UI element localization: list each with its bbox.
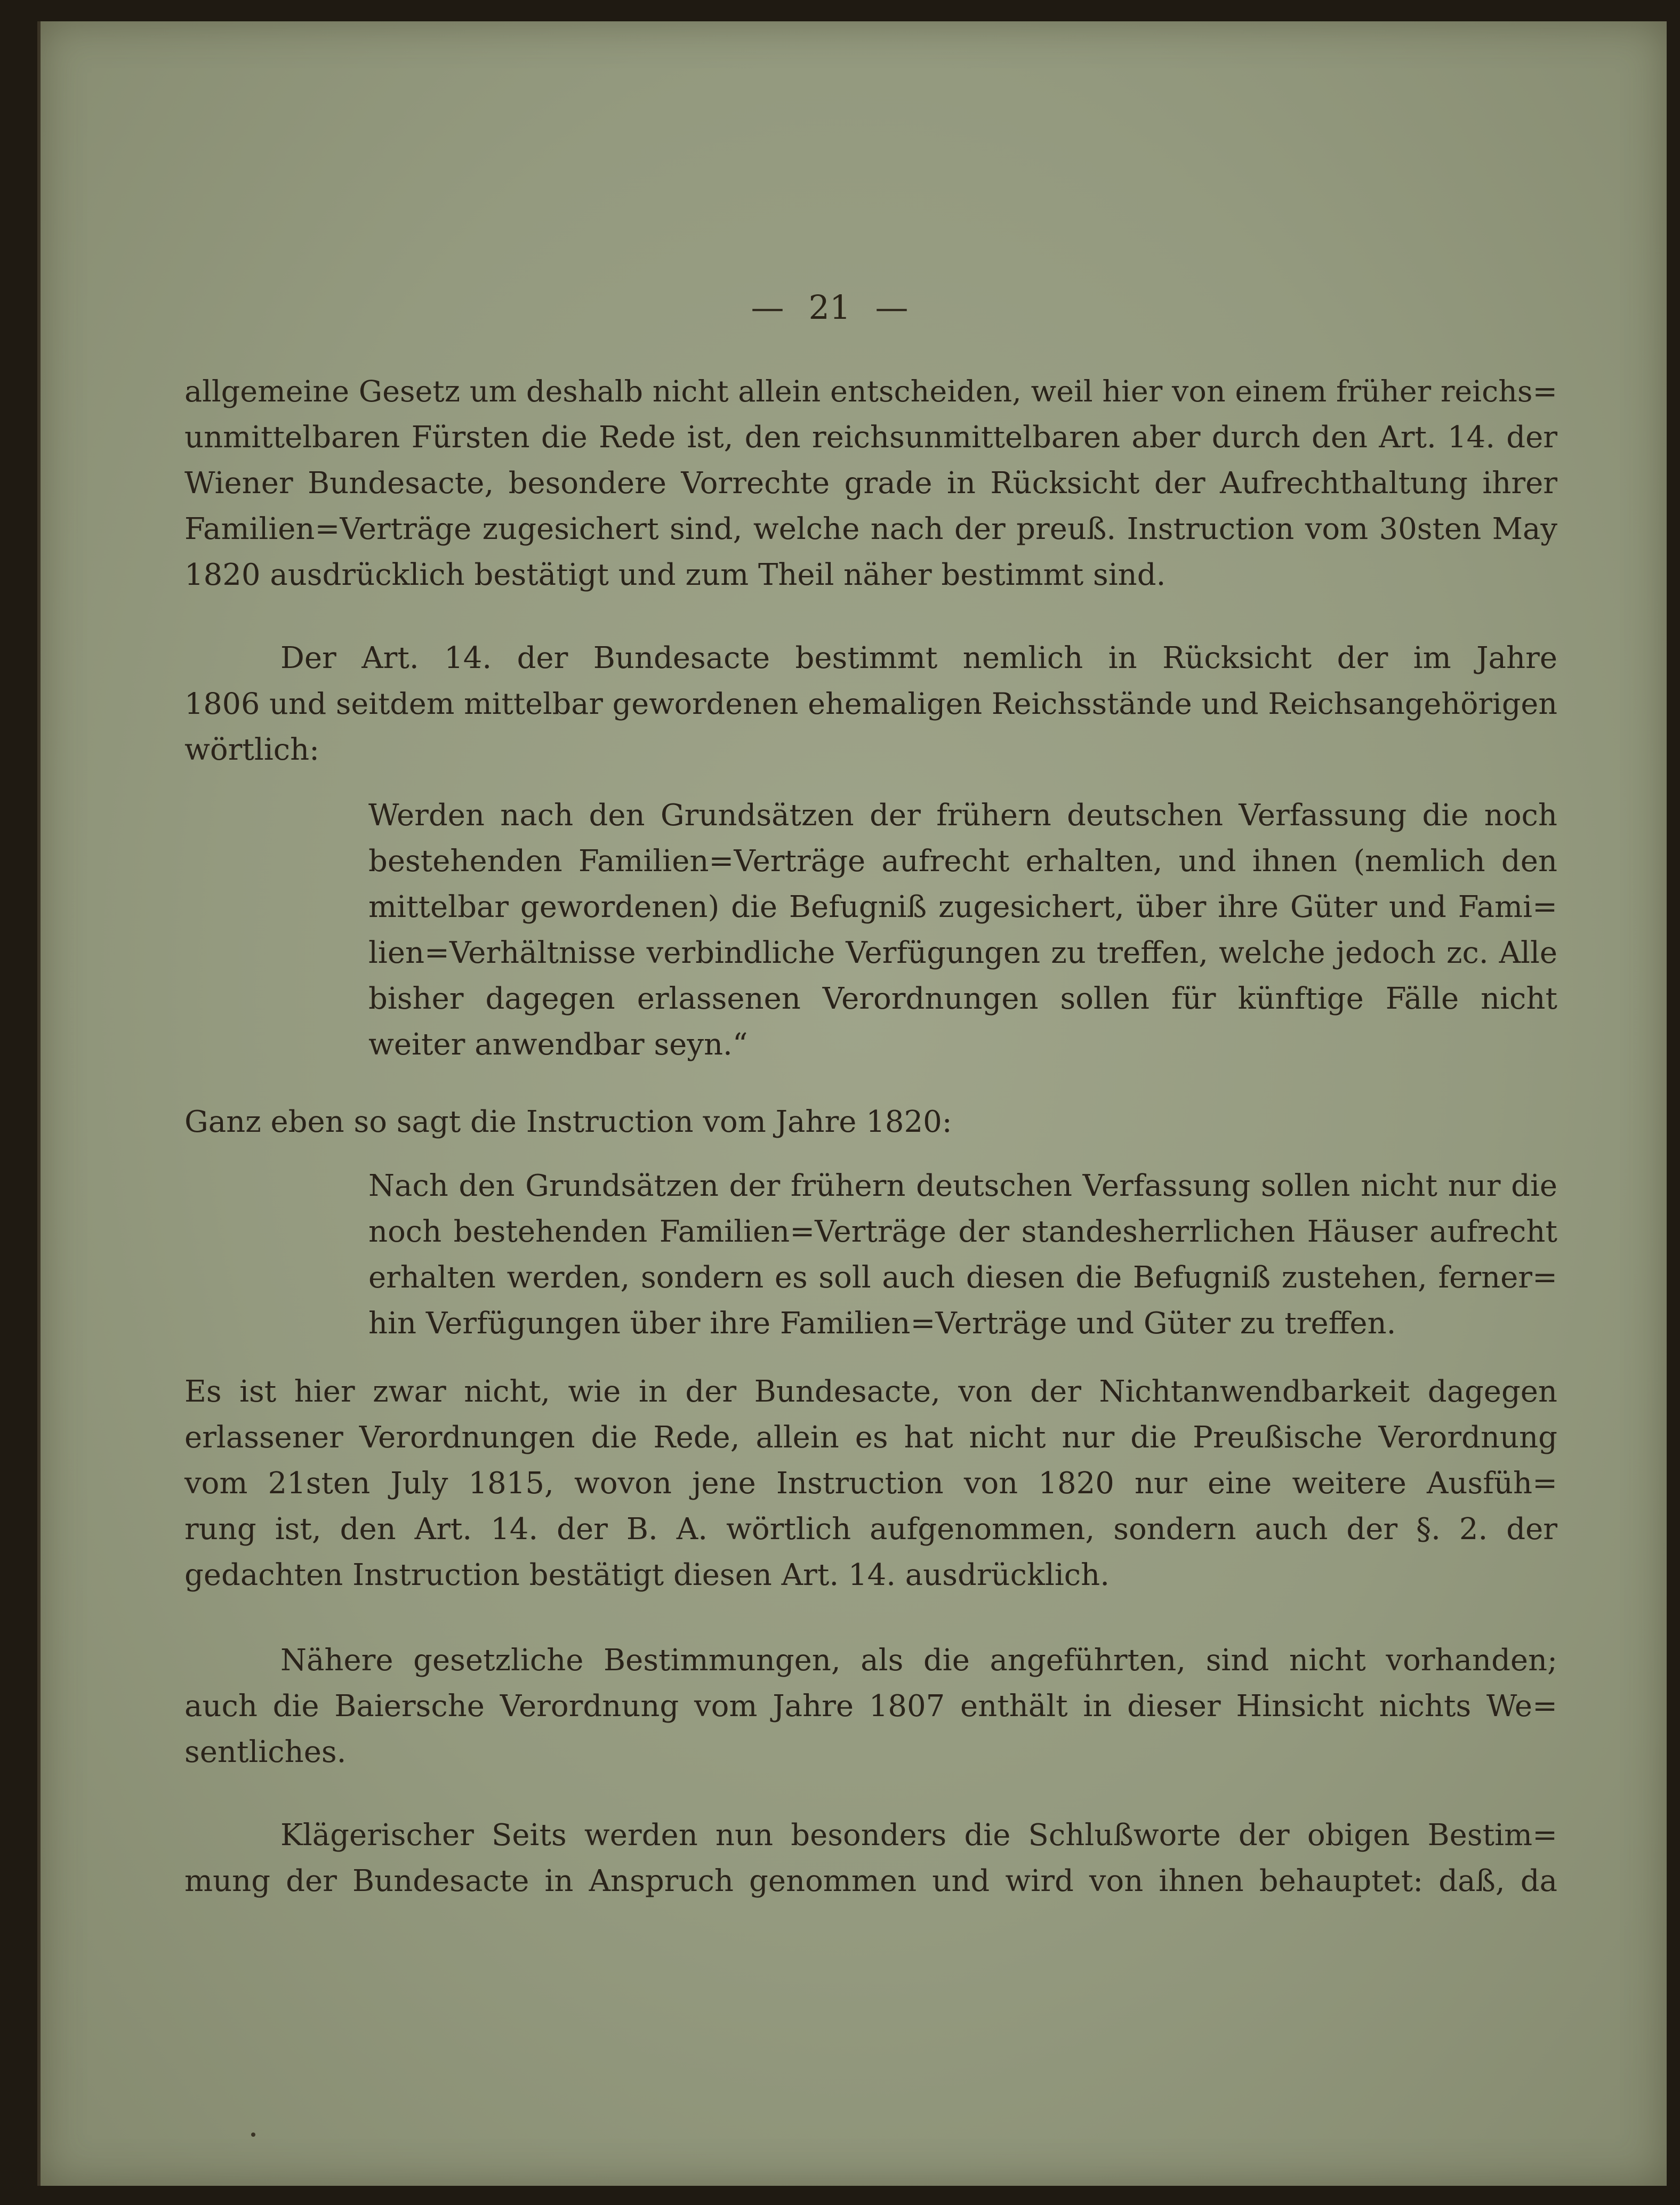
text-line: noch bestehenden Familien=Verträge der standesherrlichen Häuser aufrecht — [368, 1214, 1557, 1249]
quote-bundesacte — [368, 793, 1557, 1068]
paragraph-3 — [184, 1099, 1557, 1145]
paragraph-1 — [184, 369, 1557, 598]
text-line: unmittelbaren Fürsten die Rede ist, den reichsunmittelbaren aber durch den Art. 14. der — [184, 420, 1557, 455]
text-line: mung der Bundesacte in Anspruch genommen und wird von ihnen behauptet: daß, da — [184, 1864, 1557, 1898]
text-line: Ganz eben so sagt die Instruction vom Jahre 1820: — [184, 1105, 952, 1139]
quote-instruction — [368, 1163, 1557, 1347]
text-line: vom 21sten July 1815, wovon jene Instruction von 1820 nur eine weitere Ausfüh= — [184, 1466, 1557, 1501]
text-line: bestehenden Familien=Verträge aufrecht erhalten, und ihnen (nemlich den — [368, 844, 1557, 879]
paragraph-4 — [184, 1369, 1557, 1598]
text-line: auch die Baiersche Verordnung vom Jahre 1807 enthält in dieser Hinsicht nichts We= — [184, 1689, 1557, 1724]
text-line: bisher dagegen erlassenen Verordnungen sollen für künftige Fälle nicht — [368, 981, 1557, 1016]
page-number-dash-left: — — [751, 288, 784, 327]
text-line: Klägerischer Seits werden nun besonders die Schlußworte der obigen Bestim= — [280, 1818, 1557, 1853]
text-line: 1820 ausdrücklich bestätigt und zum Theil näher bestimmt sind. — [184, 558, 1166, 592]
text-line: rung ist, den Art. 14. der B. A. wörtlich aufgenommen, sondern auch der §. 2. der — [184, 1512, 1557, 1547]
text-line: Nähere gesetzliche Bestimmungen, als die angeführten, sind nicht vorhanden; — [280, 1643, 1557, 1678]
text-line: 1806 und seitdem mittelbar gewordenen ehemaligen Reichsstände und Reichsangehörigen — [184, 687, 1557, 721]
text-line: allgemeine Gesetz um deshalb nicht allein entscheiden, weil hier von einem früher reichs= — [184, 374, 1557, 409]
page-number-dash-right: — — [875, 288, 909, 327]
text-line: mittelbar gewordenen) die Befugniß zugesichert, über ihre Güter und Fami= — [368, 890, 1557, 924]
text-line: erhalten werden, sondern es soll auch diesen die Befugniß zustehen, ferner= — [368, 1260, 1557, 1295]
paragraph-6 — [184, 1813, 1557, 1904]
text-line: Es ist hier zwar nicht, wie in der Bundesacte, von der Nichtanwendbarkeit dagegen — [184, 1374, 1557, 1409]
text-line: sentliches. — [184, 1735, 347, 1769]
text-line: erlassener Verordnungen die Rede, allein es hat nicht nur die Preußische Verordnung — [184, 1420, 1557, 1455]
text-line: Werden nach den Grundsätzen der frühern deutschen Verfassung die noch — [368, 798, 1557, 833]
text-line: Wiener Bundesacte, besondere Vorrechte grade in Rücksicht der Aufrechthaltung ihrer — [184, 466, 1557, 501]
page-number — [723, 288, 936, 327]
text-line: wörtlich: — [184, 733, 320, 767]
text-line: weiter anwendbar seyn.“ — [368, 1027, 748, 1062]
text-line: hin Verfügungen über ihre Familien=Verträge und Güter zu treffen. — [368, 1306, 1396, 1341]
text-line: Familien=Verträge zugesichert sind, welche nach der preuß. Instruction vom 30sten May — [184, 512, 1557, 546]
ink-speck — [251, 2132, 255, 2137]
text-line: lien=Verhältnisse verbindliche Verfügungen zu treffen, welche jedoch zc. Alle — [368, 936, 1557, 970]
text-line: gedachten Instruction bestätigt diesen Art. 14. ausdrücklich. — [184, 1558, 1110, 1592]
text-line: Der Art. 14. der Bundesacte bestimmt nemlich in Rücksicht der im Jahre — [280, 641, 1557, 675]
document-page — [37, 21, 1667, 2186]
paragraph-5 — [184, 1638, 1557, 1775]
paragraph-2 — [184, 635, 1557, 773]
text-line: Nach den Grundsätzen der frühern deutschen Verfassung sollen nicht nur die — [368, 1169, 1557, 1203]
page-number-value: 21 — [808, 288, 851, 327]
